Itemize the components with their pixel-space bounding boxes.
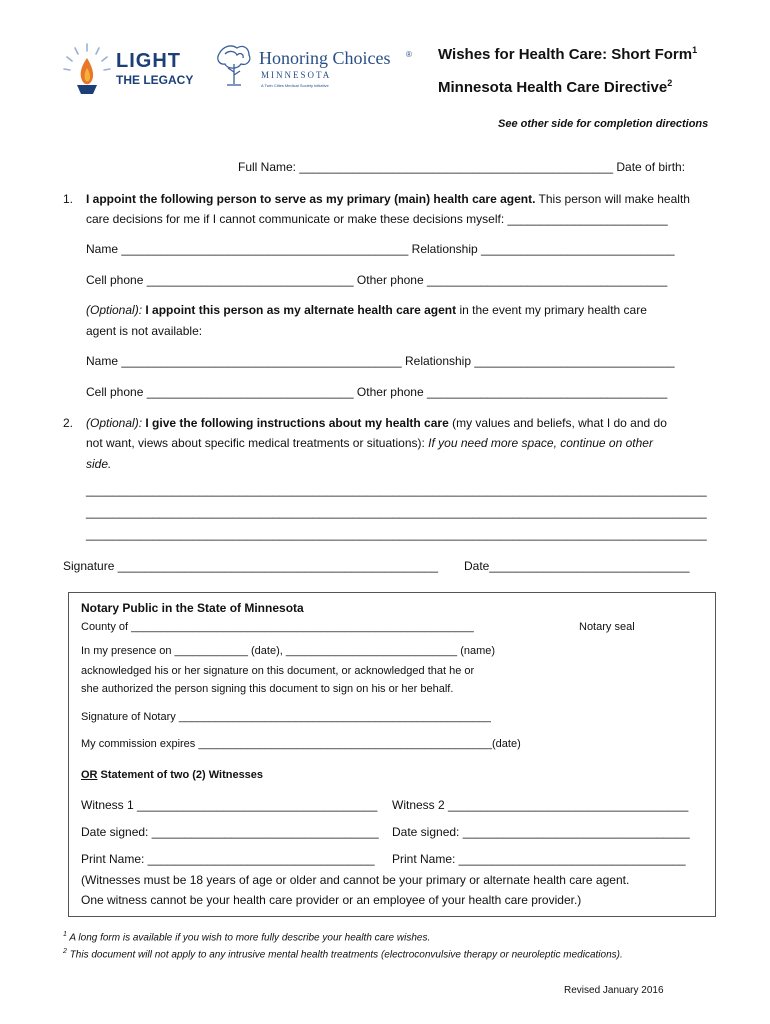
notary-signature-field[interactable]: Signature of Notary ___________________________________________________ <box>81 711 491 723</box>
notary-presence-text-2: acknowledged his or her signature on this document, or acknowledged that he or <box>81 665 475 677</box>
primary-agent-name-field[interactable]: Name ___________________________________________ Relationship _____________________________ <box>86 242 675 256</box>
witness-1-date-field[interactable]: Date signed: __________________________________ <box>81 825 379 839</box>
notary-presence-text-3: she authorized the person signing this document to sign on his or her behalf. <box>81 683 454 695</box>
witness-2-field[interactable]: Witness 2 ____________________________________ <box>392 798 689 812</box>
witness-2-date-field[interactable]: Date signed: __________________________________ <box>392 825 690 839</box>
primary-agent-statement: I appoint the following person to serve as my primary (main) health care agent. This person will make health <box>86 192 690 206</box>
form-subtitle: Minnesota Health Care Directive$^2$ <box>438 78 673 96</box>
flame-icon <box>62 42 112 98</box>
witness-2-print-name-field[interactable]: Print Name: __________________________________ <box>392 852 686 866</box>
full-name-dob-field[interactable]: Full Name: _______________________________________________ Date of birth: <box>238 160 686 174</box>
logo-minnesota-text: MINNESOTA <box>261 70 332 80</box>
alternate-agent-statement-cont: agent is not available: <box>86 324 203 338</box>
light-the-legacy-logo <box>62 40 202 98</box>
primary-agent-statement-cont[interactable]: care decisions for me if I cannot communicate or make these decisions myself: ________________________ <box>86 212 668 226</box>
instructions-statement: (Optional): I give the following instructions about my health care (my values and beliefs, what I do and do <box>86 416 667 430</box>
witness-heading: OR Statement of two (2) Witnesses <box>81 769 264 781</box>
instructions-statement-end: side. <box>86 457 112 471</box>
notary-seal-label: Notary seal <box>579 621 635 633</box>
logo-subtitle-text: A Twin Cities Medical Society Initiative <box>261 83 329 88</box>
notary-witness-box <box>68 592 716 917</box>
logo-light-text: LIGHT <box>116 50 181 72</box>
alternate-agent-name-field[interactable]: Name __________________________________________ Relationship ______________________________ <box>86 354 675 368</box>
alternate-agent-phone-field[interactable]: Cell phone _______________________________ Other phone ____________________________________ <box>86 385 668 399</box>
completion-directions-note: See other side for completion directions <box>498 118 709 130</box>
logo-legacy-text: THE LEGACY <box>116 73 194 87</box>
signature-date-field[interactable]: Date______________________________ <box>464 559 690 573</box>
notary-title: Notary Public in the State of Minnesota <box>81 601 304 615</box>
alternate-agent-statement: (Optional): I appoint this person as my alternate health care agent in the event my primary health care <box>86 303 647 317</box>
form-title: Wishes for Health Care: Short Form$^1$ <box>438 45 698 63</box>
section-2-number: 2. <box>63 416 74 430</box>
instructions-line-2[interactable]: _____________________________________________________________________________________________ <box>86 505 707 519</box>
tree-icon <box>215 42 253 90</box>
honoring-choices-logo <box>215 40 415 98</box>
witness-1-field[interactable]: Witness 1 ____________________________________ <box>81 798 378 812</box>
witness-requirements-note-1: (Witnesses must be 18 years of age or older and cannot be your primary or alternate health care agent. <box>81 873 630 887</box>
logo-registered-mark: ® <box>406 50 412 59</box>
primary-agent-phone-field[interactable]: Cell phone _______________________________ Other phone ____________________________________ <box>86 273 668 287</box>
instructions-line-3[interactable]: _____________________________________________________________________________________________ <box>86 527 707 541</box>
signature-field[interactable]: Signature ________________________________________________ <box>63 559 439 573</box>
revision-date: Revised January 2016 <box>564 985 664 996</box>
instructions-statement-cont: not want, views about specific medical treatments or situations): If you need more space, continue on other <box>86 436 653 450</box>
section-1-number: 1. <box>63 192 74 206</box>
witness-requirements-note-2: One witness cannot be your health care provider or an employee of your health care provider.) <box>81 893 582 907</box>
notary-presence-field[interactable]: In my presence on ____________ (date), ____________________________ (name) <box>81 645 496 657</box>
instructions-line-1[interactable]: _____________________________________________________________________________________________ <box>86 483 707 497</box>
footnote-2: $^2$ This document will not apply to any intrusive mental health treatments (electroconvulsive therapy or neuroleptic medications). <box>63 948 623 961</box>
notary-commission-field[interactable]: My commission expires ________________________________________________(date) <box>81 738 521 750</box>
logo-honoring-text: Honoring Choices <box>259 48 391 68</box>
witness-1-print-name-field[interactable]: Print Name: __________________________________ <box>81 852 375 866</box>
notary-county-field[interactable]: County of ________________________________________________________ <box>81 621 474 633</box>
footnote-1: $^1$ A long form is available if you wish to more fully describe your health care wishes. <box>63 931 431 944</box>
